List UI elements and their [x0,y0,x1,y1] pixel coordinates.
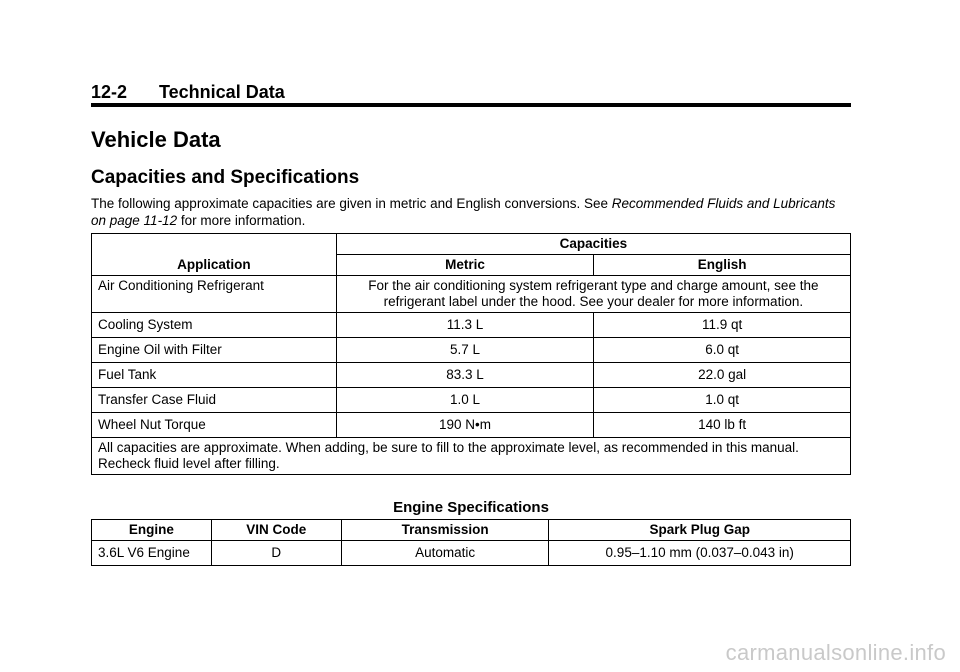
cell-application: Transfer Case Fluid [92,388,337,413]
col-header-english: English [594,255,851,276]
cell-application: Wheel Nut Torque [92,413,337,438]
cell-metric: 83.3 L [336,363,594,388]
cell-engine: 3.6L V6 Engine [92,541,212,566]
table-row [92,413,851,438]
cell-metric: 11.3 L [336,313,594,338]
cell-english: 6.0 qt [594,338,851,363]
header-rule [91,103,851,107]
cell-transmission: Automatic [341,541,549,566]
page-number: 12-2 [91,82,128,102]
cell-application: Fuel Tank [92,363,337,388]
section-title: Technical Data [159,82,285,102]
cell-english: 1.0 qt [594,388,851,413]
cell-spark-plug-gap: 0.95–1.10 mm (0.037–0.043 in) [549,541,851,566]
cell-english: 22.0 gal [594,363,851,388]
cell-english: 140 lb ft [594,413,851,438]
intro-text-before: The following approximate capacities are given in metric and English conversions. See [91,196,612,211]
table-row [92,338,851,363]
cell-metric: 1.0 L [336,388,594,413]
engine-specs-caption: Engine Specifications [393,499,549,516]
page-header [91,82,851,106]
table-row [92,313,851,338]
col-header-metric: Metric [336,255,594,276]
intro-text-after: for more information. [177,213,306,228]
page-title: Vehicle Data [91,127,221,152]
cell-application: Air Conditioning Refrigerant [92,276,337,313]
table-row [92,276,851,313]
cell-english: 11.9 qt [594,313,851,338]
table-row [92,541,851,566]
cell-vin-code: D [211,541,341,566]
cell-application: Engine Oil with Filter [92,338,337,363]
col-header-vin-code: VIN Code [211,520,341,541]
capacities-table [91,233,851,475]
watermark: carmanualsonline.info [725,640,946,665]
col-header-spark-plug-gap: Spark Plug Gap [549,520,851,541]
table-footnote-row [92,438,851,475]
intro-paragraph [91,195,851,229]
section-heading: Capacities and Specifications [91,167,360,188]
intro-reference-link[interactable]: Recommended Fluids and Lubricants on page 11-12 [91,196,836,228]
table-row [92,363,851,388]
col-header-capacities: Capacities [336,234,850,255]
cell-metric: 5.7 L [336,338,594,363]
col-header-engine: Engine [92,520,212,541]
cell-refrigerant-note: For the air conditioning system refrigerant type and charge amount, see the refrigerant label under the hood. See your dealer for more information. [336,276,850,313]
cell-metric: 190 N•m [336,413,594,438]
col-header-application: Application [92,234,337,276]
table-footnote: All capacities are approximate. When adding, be sure to fill to the approximate level, as recommended in this manual. Recheck fluid level after filling. [92,438,851,475]
cell-application: Cooling System [92,313,337,338]
engine-specs-table [91,519,851,566]
table-row [92,388,851,413]
col-header-transmission: Transmission [341,520,549,541]
